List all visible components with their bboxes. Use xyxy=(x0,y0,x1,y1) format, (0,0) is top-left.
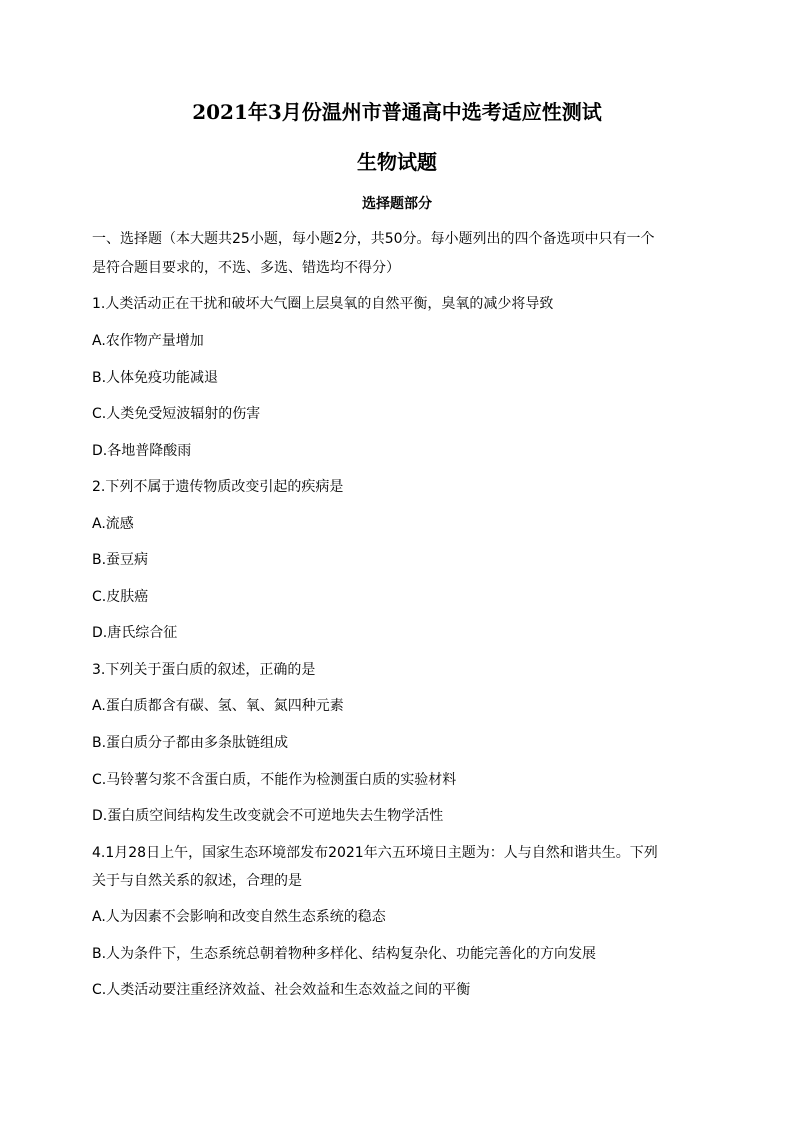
question-3-stem: 3.下列关于蛋白质的叙述，正确的是 xyxy=(92,662,316,678)
question-3-option-c: C.马铃薯匀浆不含蛋白质，不能作为检测蛋白质的实验材料 xyxy=(92,772,457,788)
page-subtitle: 生物试题 xyxy=(357,150,437,174)
question-4-stem-line-1: 4.1月28日上午，国家生态环境部发布2021年六五环境日主题为：人与自然和谐共生。下列 xyxy=(92,845,658,861)
question-4-option-b: B.人为条件下，生态系统总朝着物种多样化、结构复杂化、功能完善化的方向发展 xyxy=(92,946,597,962)
question-1-option-b: B.人体免疫功能减退 xyxy=(92,370,219,386)
question-1-option-d: D.各地普降酸雨 xyxy=(92,443,192,459)
instructions-line-1: 一、选择题（本大题共25小题，每小题2分，共50分。每小题列出的四个备选项中只有一个 xyxy=(92,231,655,247)
instructions-line-2: 是符合题目要求的，不选、多选、错选均不得分） xyxy=(92,260,400,276)
question-2-option-c: C.皮肤癌 xyxy=(92,589,149,605)
question-2-option-b: B.蚕豆病 xyxy=(92,552,149,568)
question-1-option-c: C.人类免受短波辐射的伤害 xyxy=(92,406,261,422)
section-heading: 选择题部分 xyxy=(362,196,432,212)
question-4-option-a: A.人为因素不会影响和改变自然生态系统的稳态 xyxy=(92,909,386,925)
question-2-option-a: A.流感 xyxy=(92,516,134,532)
question-4-option-c: C.人类活动要注重经济效益、社会效益和生态效益之间的平衡 xyxy=(92,982,471,998)
question-2-stem: 2.下列不属于遗传物质改变引起的疾病是 xyxy=(92,479,344,495)
question-4-stem-line-2: 关于与自然关系的叙述，合理的是 xyxy=(92,873,302,889)
question-2-option-d: D.唐氏综合征 xyxy=(92,625,178,641)
question-3-option-d: D.蛋白质空间结构发生改变就会不可逆地失去生物学活性 xyxy=(92,808,444,824)
page-title: 2021年3月份温州市普通高中选考适应性测试 xyxy=(192,100,602,124)
question-1-stem: 1.人类活动正在干扰和破坏大气圈上层臭氧的自然平衡，臭氧的减少将导致 xyxy=(92,296,554,312)
question-3-option-b: B.蛋白质分子都由多条肽链组成 xyxy=(92,735,289,751)
question-1-option-a: A.农作物产量增加 xyxy=(92,333,204,349)
question-3-option-a: A.蛋白质都含有碳、氢、氧、氮四种元素 xyxy=(92,698,344,714)
